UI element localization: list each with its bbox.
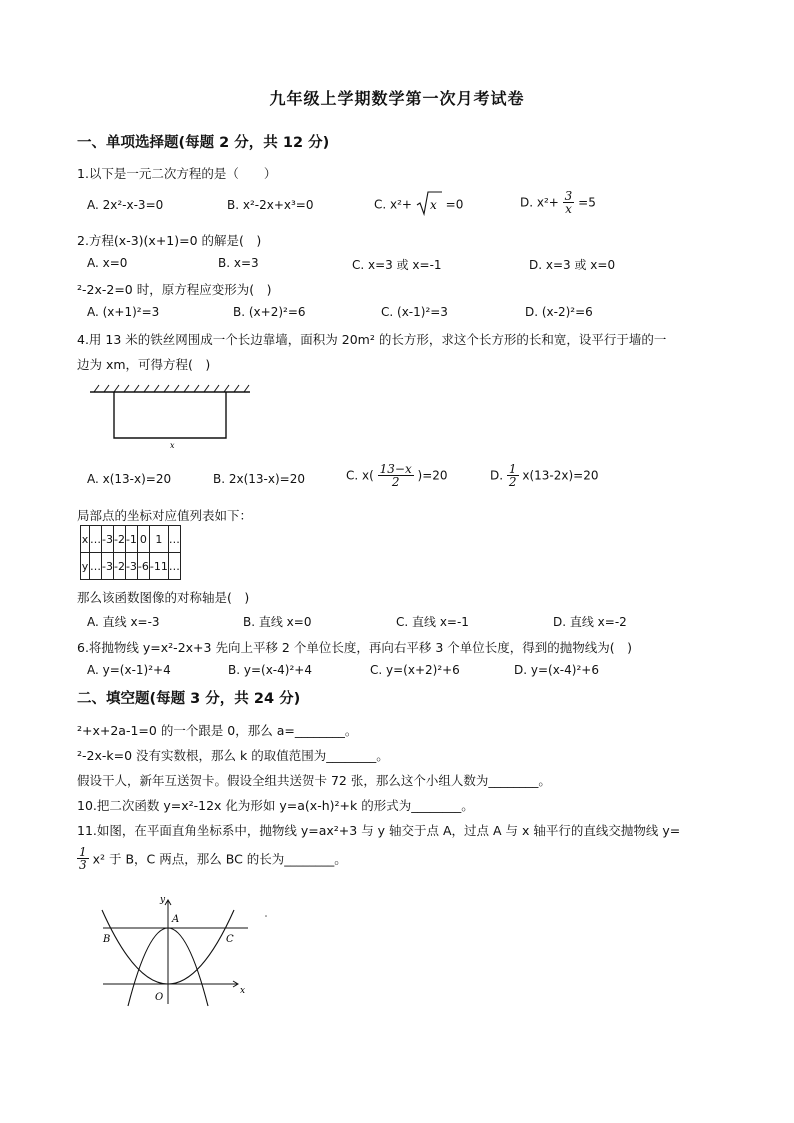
table-cell: x bbox=[81, 526, 90, 553]
table-cell: 0 bbox=[137, 526, 149, 553]
question-2-stem: 2.方程(x-3)(x+1)=0 的解是( ) bbox=[77, 233, 262, 248]
wall-hatching bbox=[94, 385, 249, 392]
question-1-stem: 1.以下是一元二次方程的是（ ） bbox=[77, 166, 277, 181]
question-6-option-d: D. y=(x-4)²+6 bbox=[514, 663, 599, 677]
question-1-option-c bbox=[374, 190, 463, 219]
fraction-denominator: 2 bbox=[391, 475, 400, 489]
question-3-option-d: D. (x-2)²=6 bbox=[525, 305, 593, 319]
question-3-option-c: C. (x-1)²=3 bbox=[381, 305, 448, 319]
question-1-option-c-suffix: =0 bbox=[445, 197, 464, 212]
table-cell: … bbox=[168, 553, 180, 580]
question-10: 10.把二次函数 y=x²-12x 化为形如 y=a(x-h)²+k 的形式为________。 bbox=[77, 798, 474, 813]
point-a-label: A bbox=[172, 914, 180, 925]
fraction-numerator: 1 bbox=[79, 845, 87, 859]
table-row bbox=[81, 526, 181, 553]
question-11-line-1: 11.如图，在平面直角坐标系中，抛物线 y=ax²+3 与 y 轴交于点 A，过点 A 与 x 轴平行的直线交抛物线 y= bbox=[77, 823, 681, 838]
table-cell: -6 bbox=[137, 553, 149, 580]
table-cell: … bbox=[168, 526, 180, 553]
question-8: ²-2x-k=0 没有实数根，那么 k 的取值范围为________。 bbox=[77, 748, 389, 763]
table-cell: 1 bbox=[149, 526, 168, 553]
question-6-option-c: C. y=(x+2)²+6 bbox=[370, 663, 460, 677]
value-table bbox=[80, 525, 181, 580]
table-cell: -1 bbox=[125, 526, 137, 553]
fraction-numerator: 13−x bbox=[379, 462, 412, 476]
question-1-option-a: A. 2x²-x-3=0 bbox=[87, 198, 164, 212]
sqrt-symbol bbox=[416, 190, 442, 219]
question-5-option-c: C. 直线 x=-1 bbox=[396, 615, 469, 629]
question-3-stem: ²-2x-2=0 时，原方程应变形为( ) bbox=[77, 282, 272, 297]
x-axis-label: x bbox=[240, 986, 246, 996]
y-axis-label: y bbox=[160, 895, 166, 905]
point-b-label: B bbox=[103, 934, 111, 945]
parabola-figure bbox=[98, 892, 273, 1010]
question-1-option-c-radicand: x bbox=[429, 198, 437, 212]
question-7: ²+x+2a-1=0 的一个跟是 0，那么 a=________。 bbox=[77, 723, 358, 738]
question-1-option-d-prefix: D. x²+ bbox=[520, 195, 559, 210]
wall-fence-figure bbox=[86, 380, 256, 452]
exam-title: 九年级上学期数学第一次月考试卷 bbox=[269, 89, 525, 108]
fraction bbox=[378, 463, 414, 488]
question-2-option-d: D. x=3 或 x=0 bbox=[529, 258, 616, 272]
fraction-numerator: 1 bbox=[508, 462, 517, 476]
question-4-option-d-prefix: D. bbox=[490, 468, 504, 483]
question-11-line-2 bbox=[77, 846, 347, 871]
fraction-denominator: 3 bbox=[79, 858, 87, 872]
question-4-option-d-suffix: x(13-2x)=20 bbox=[522, 468, 599, 483]
fraction bbox=[77, 846, 89, 871]
table-cell: -3 bbox=[102, 553, 114, 580]
question-1-option-d-suffix: =5 bbox=[578, 195, 596, 210]
question-1-option-c-prefix: C. x²+ bbox=[374, 197, 412, 212]
section-heading-multiple-choice: 一、单项选择题(每题 2 分，共 12 分) bbox=[77, 135, 330, 151]
question-3-option-a: A. (x+1)²=3 bbox=[87, 305, 160, 319]
question-5-question: 那么该函数图像的对称轴是( ) bbox=[77, 590, 250, 605]
fraction-denominator: 2 bbox=[508, 475, 517, 489]
point-c-label: C bbox=[226, 934, 234, 945]
question-6-option-b: B. y=(x-4)²+4 bbox=[228, 663, 312, 677]
section-heading-fill-in: 二、填空题(每题 3 分，共 24 分) bbox=[77, 691, 301, 707]
table-cell: -3 bbox=[102, 526, 114, 553]
question-2-option-a: A. x=0 bbox=[87, 256, 128, 270]
question-6-option-a: A. y=(x-1)²+4 bbox=[87, 663, 171, 677]
fraction-numerator: 3 bbox=[564, 189, 573, 203]
question-9: 假设干人，新年互送贺卡。假设全组共送贺卡 72 张，那么这个小组人数为________。 bbox=[77, 773, 551, 788]
table-cell: … bbox=[90, 526, 102, 553]
question-5-stem: 局部点的坐标对应值列表如下： bbox=[77, 508, 253, 523]
question-4-option-c bbox=[346, 463, 448, 488]
fence-length-label: x bbox=[170, 441, 175, 450]
question-4-option-d bbox=[490, 463, 598, 488]
question-2-option-b: B. x=3 bbox=[218, 256, 259, 270]
origin-label: O bbox=[155, 992, 164, 1003]
stray-dot bbox=[265, 915, 267, 917]
table-cell: -3 bbox=[125, 553, 137, 580]
question-4-stem-line-1: 4.用 13 米的铁丝网围成一个长边靠墙，面积为 20m² 的长方形，求这个长方形的长和宽，设平行于墙的一 bbox=[77, 332, 667, 347]
fraction bbox=[507, 463, 519, 488]
question-5-option-b: B. 直线 x=0 bbox=[243, 615, 312, 629]
fraction-denominator: x bbox=[565, 202, 572, 216]
question-5-option-d: D. 直线 x=-2 bbox=[553, 615, 627, 629]
table-cell: -2 bbox=[113, 553, 125, 580]
table-cell: y bbox=[81, 553, 90, 580]
question-11-line-2-text: x² 于 B，C 两点，那么 BC 的长为________。 bbox=[92, 851, 347, 867]
question-4-option-a: A. x(13-x)=20 bbox=[87, 472, 172, 486]
fence-rectangle bbox=[114, 392, 226, 438]
table-cell: … bbox=[90, 553, 102, 580]
table-cell: -11 bbox=[149, 553, 168, 580]
question-4-option-c-suffix: )=20 bbox=[417, 468, 448, 483]
question-2-option-c: C. x=3 或 x=-1 bbox=[352, 258, 442, 272]
fraction bbox=[563, 190, 575, 215]
table-cell: -2 bbox=[113, 526, 125, 553]
question-3-option-b: B. (x+2)²=6 bbox=[233, 305, 306, 319]
question-6-stem: 6.将抛物线 y=x²-2x+3 先向上平移 2 个单位长度，再向右平移 3 个单位长度，得到的抛物线为( ) bbox=[77, 640, 632, 655]
question-4-option-c-prefix: C. x( bbox=[346, 468, 374, 483]
question-4-stem-line-2: 边为 xm，可得方程( ) bbox=[77, 357, 211, 372]
question-4-option-b: B. 2x(13-x)=20 bbox=[213, 472, 305, 486]
question-1-option-b: B. x²-2x+x³=0 bbox=[227, 198, 314, 212]
question-5-option-a: A. 直线 x=-3 bbox=[87, 615, 160, 629]
question-1-option-d bbox=[520, 190, 596, 215]
table-row bbox=[81, 553, 181, 580]
